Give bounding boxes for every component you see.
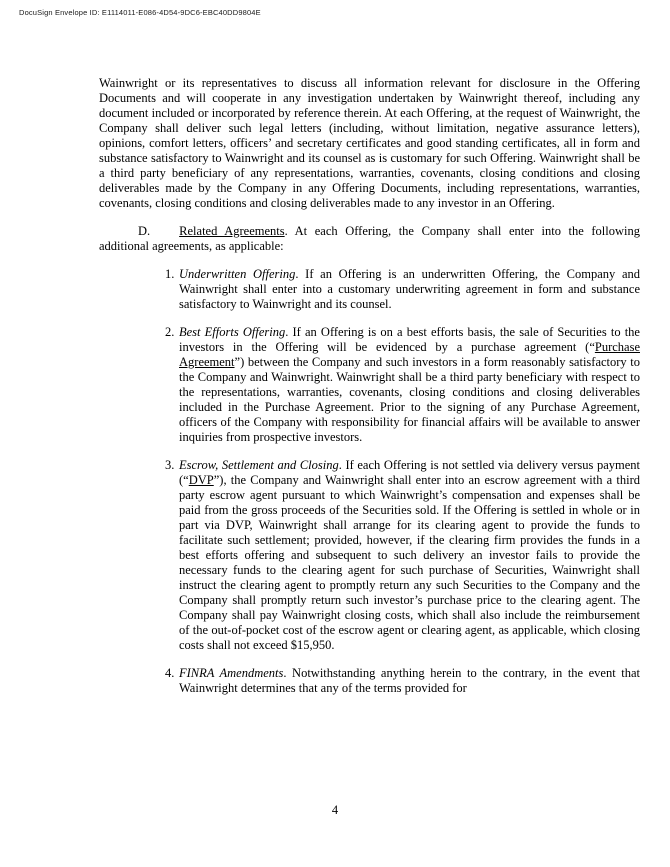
section-d-paragraph: [99, 224, 640, 254]
numbered-list: [99, 267, 640, 696]
italic-text: Best Efforts Offering: [179, 325, 286, 339]
list-item-text: [179, 666, 640, 695]
text-run: . Notwithstanding anything herein to the contrary, in the event that Wainwright determines that any of the terms provided for: [179, 666, 640, 695]
section-d-text: [99, 224, 640, 253]
underlined-text: DVP: [188, 473, 214, 487]
list-item-number: 2.: [165, 325, 175, 339]
text-run: . If an Offering is an underwritten Offering, the Company and Wainwright shall enter into a customary underwriting agreement in form and substance satisfactory to Wainwright and its counsel.: [179, 267, 640, 311]
text-run: ”), the Company and Wainwright shall enter into an escrow agreement with a third party escrow agent pursuant to which Wainwright’s compensation and expenses shall be paid from the gross proceeds of the Securities sold. If the Offering is settled in whole or in part via DVP, Wainwright shall arrange for its clearing agent to provide the funds to facilitate such settlement; provided, however, if the clearing firm provides the funds in a best efforts offering and subsequent to such delivery an investor fails to provide the necessary funds to the clearing agent for such purchase of Securities, Wainwright shall instruct the clearing agent to promptly return any such Securities to the Company and the Company shall promptly return such investor’s purchase price to the clearing agent. The Company shall pay Wainwright closing costs, which shall also include the reimbursement of the out-of-pocket cost of the escrow agent or clearing agent, as applicable, which closing costs shall not exceed $15,950.: [179, 473, 640, 652]
page-number: 4: [331, 803, 339, 817]
italic-text: FINRA Amendments: [179, 666, 284, 680]
underlined-text: Purchase Agreement: [179, 340, 640, 369]
intro-paragraph: [99, 76, 640, 211]
italic-text: Underwritten Offering: [179, 267, 296, 281]
list-item-number: 4.: [165, 666, 175, 680]
list-item-text: [179, 325, 640, 444]
italic-text: Escrow, Settlement and Closing: [179, 458, 339, 472]
list-item-text: [179, 458, 640, 652]
section-letter-label: D.: [138, 224, 151, 238]
list-item-2: [99, 325, 640, 445]
list-item-number: 3.: [165, 458, 175, 472]
list-item-text: [179, 267, 640, 311]
text-run: ”) between the Company and such investors in a form reasonably satisfactory to the Company and Wainwright. Wainwright shall be a third party beneficiary with respect to the representations, warranties, covenants, closing conditions and closing deliverables included in the Purchase Agreement. Prior to the signing of any Purchase Agreement, officers of the Company with responsibility for financial affairs will be available to answer inquiries from prospective investors.: [179, 355, 640, 444]
list-item-3: [99, 458, 640, 653]
text-run: . If an Offering is on a best efforts basis, the sale of Securities to the investors in the Offering will be evidenced by a purchase agreement (“: [179, 325, 640, 354]
list-item-4: [99, 666, 640, 696]
list-item-number: 1.: [165, 267, 175, 281]
underlined-text: Related Agreements: [179, 224, 285, 238]
list-item-1: [99, 267, 640, 312]
text-run: Wainwright or its representatives to discuss all information relevant for disclosure in the Offering Documents and will cooperate in any investigation undertaken by Wainwright thereof, including any document included or incorporated by reference therein. At each Offering, at the request of Wainwright, the Company shall deliver such legal letters (including, without limitation, negative assurance letters), opinions, comfort letters, officers’ and secretary certificates and good standing certificates, all in form and substance satisfactory to Wainwright and its counsel as is customary for such Offering. Wainwright shall be a third party beneficiary of any representations, warranties, covenants, closing conditions and closing deliverables made by the Company in any Offering Documents, including representations, warranties, covenants, closing conditions and closing deliverables made to any investor in an Offering.: [99, 76, 640, 210]
text-run: . At each Offering, the Company shall enter into the following additional agreements, as applicable:: [99, 224, 640, 253]
text-run: . If each Offering is not settled via delivery versus payment (“: [179, 458, 640, 487]
document-content: [99, 76, 640, 709]
docusign-envelope-id: DocuSign Envelope ID: E1114011-E086-4D54-9DC6-EBC40DD9804E: [19, 8, 261, 17]
